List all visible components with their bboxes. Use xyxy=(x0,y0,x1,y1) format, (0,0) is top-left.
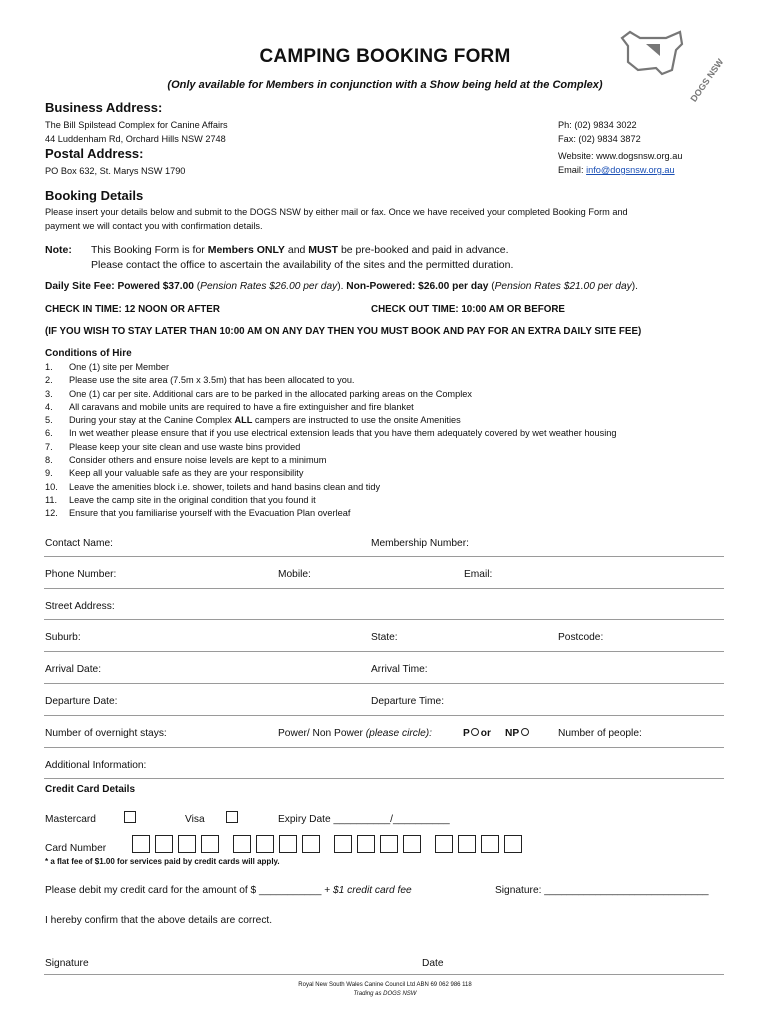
card-digit-box[interactable] xyxy=(380,835,398,853)
credit-card-heading: Credit Card Details xyxy=(45,784,136,795)
mastercard-checkbox[interactable] xyxy=(124,811,136,823)
number-of-people-field[interactable]: Number of people: xyxy=(558,728,642,739)
condition-item: 7. Please keep your site clean and use waste bins provided xyxy=(45,441,301,452)
divider xyxy=(44,619,724,620)
footer-company: Royal New South Wales Canine Council Ltd ABN 69 062 986 118 xyxy=(298,982,472,988)
card-number-label: Card Number xyxy=(45,843,107,854)
footer-trading-as: Trading as DOGS NSW xyxy=(353,991,417,997)
condition-item: 3. One (1) car per site. Additional cars are to be parked in the allocated parking areas on the Complex xyxy=(45,388,472,399)
state-field[interactable]: State: xyxy=(371,632,398,643)
card-digit-box[interactable] xyxy=(233,835,251,853)
arrival-date-field[interactable]: Arrival Date: xyxy=(45,664,102,675)
card-digit-box[interactable] xyxy=(357,835,375,853)
confirmation-text: I hereby confirm that the above details are correct. xyxy=(45,915,273,926)
business-address-heading: Business Address: xyxy=(45,100,163,115)
business-address-line1: The Bill Spilstead Complex for Canine Affairs xyxy=(45,120,228,130)
logo-text: DOGS NSW xyxy=(688,56,726,104)
email-link[interactable]: info@dogsnsw.org.au xyxy=(586,165,675,175)
condition-item: 1. One (1) site per Member xyxy=(45,362,170,372)
conditions-heading: Conditions of Hire xyxy=(45,348,132,359)
fax-text: Fax: (02) 9834 3872 xyxy=(558,134,641,144)
signature-line-field[interactable]: Signature: _____________________________ xyxy=(495,885,709,896)
card-digit-box[interactable] xyxy=(403,835,421,853)
divider xyxy=(44,683,724,684)
phone-number-field[interactable]: Phone Number: xyxy=(45,569,117,580)
card-digit-box[interactable] xyxy=(155,835,173,853)
daily-site-fee: Daily Site Fee: Powered $37.00 (Pension Rates $26.00 per day). Non-Powered: $26.00 per day (Pension Rates $21.00 per day). xyxy=(45,281,638,292)
card-digit-box[interactable] xyxy=(504,835,522,853)
note-line2: Please contact the office to ascertain the availability of the sites and the permitted duration. xyxy=(91,259,514,271)
expiry-date-field[interactable]: Expiry Date __________/__________ xyxy=(278,814,450,825)
street-address-field[interactable]: Street Address: xyxy=(45,601,115,612)
card-digit-box[interactable] xyxy=(458,835,476,853)
date-field[interactable]: Date xyxy=(422,958,444,969)
condition-item: 8. Consider others and ensure noise levels are kept to a minimum xyxy=(45,455,327,466)
divider xyxy=(44,556,724,557)
condition-item: 9. Keep all your valuable safe as they are your responsibility xyxy=(45,468,304,479)
mobile-field[interactable]: Mobile: xyxy=(278,569,311,580)
power-option-np[interactable]: NP xyxy=(505,728,529,739)
phone-text: Ph: (02) 9834 3022 xyxy=(558,120,637,130)
suburb-field[interactable]: Suburb: xyxy=(45,632,81,643)
membership-number-field[interactable]: Membership Number: xyxy=(371,538,469,549)
card-digit-box[interactable] xyxy=(435,835,453,853)
visa-checkbox[interactable] xyxy=(226,811,238,823)
card-digit-box[interactable] xyxy=(201,835,219,853)
condition-item: 12. Ensure that you familiarise yourself with the Evacuation Plan overleaf xyxy=(45,508,351,519)
postal-address-heading: Postal Address: xyxy=(45,146,144,161)
card-digit-box[interactable] xyxy=(178,835,196,853)
power-selection: Power/ Non Power (please circle): xyxy=(278,728,433,739)
debit-amount-field[interactable]: Please debit my credit card for the amount of $ ___________ + $1 credit card fee xyxy=(45,885,412,896)
stay-later-notice: (IF YOU WISH TO STAY LATER THAN 10:00 AM ON ANY DAY THEN YOU MUST BOOK AND PAY FOR AN EXTRA DAILY SITE FEE) xyxy=(45,326,642,337)
website-text: Website: www.dogsnsw.org.au xyxy=(558,151,683,161)
booking-intro-line1: Please insert your details below and submit to the DOGS NSW by either mail or fax. Once we have received your completed Booking Form and xyxy=(45,207,628,217)
arrival-time-field[interactable]: Arrival Time: xyxy=(371,664,428,675)
condition-item: 5. During your stay at the Canine Complex ALL campers are instructed to use the onsite Amenities xyxy=(45,415,461,426)
divider xyxy=(44,588,724,589)
booking-intro-line2: payment we will contact you with confirmation details. xyxy=(45,221,263,231)
note-label: Note: xyxy=(45,244,72,256)
divider xyxy=(44,778,724,779)
card-digit-box[interactable] xyxy=(279,835,297,853)
check-in-time: CHECK IN TIME: 12 NOON OR AFTER xyxy=(45,304,220,315)
conditions-list xyxy=(45,361,735,521)
email-contact: Email: info@dogsnsw.org.au xyxy=(558,165,675,175)
condition-item: 6. In wet weather please ensure that if you use electrical extension leads that you have them adequately covered by wet weather housing xyxy=(45,428,617,439)
business-address-line2: 44 Luddenham Rd, Orchard Hills NSW 2748 xyxy=(45,134,226,144)
note-line1: This Booking Form is for Members ONLY and MUST be pre-booked and paid in advance. xyxy=(91,244,509,256)
divider xyxy=(44,747,724,748)
condition-item: 4. All caravans and mobile units are required to have a fire extinguisher and fire blanket xyxy=(45,401,414,412)
condition-item: 2. Please use the site area (7.5m x 3.5m) that has been allocated to you. xyxy=(45,375,355,386)
card-digit-box[interactable] xyxy=(334,835,352,853)
condition-item: 11. Leave the camp site in the original condition that you found it xyxy=(45,494,316,505)
card-digit-box[interactable] xyxy=(132,835,150,853)
flat-fee-note: * a flat fee of $1.00 for services paid by credit cards will apply. xyxy=(45,857,280,866)
additional-information-field[interactable]: Additional Information: xyxy=(45,760,147,771)
card-digit-box[interactable] xyxy=(481,835,499,853)
divider xyxy=(44,974,724,975)
radio-circle-icon xyxy=(471,728,479,736)
dogs-nsw-logo xyxy=(616,24,726,104)
card-digit-box[interactable] xyxy=(302,835,320,853)
departure-time-field[interactable]: Departure Time: xyxy=(371,696,445,707)
mastercard-label: Mastercard xyxy=(45,814,96,825)
form-subtitle: (Only available for Members in conjunction with a Show being held at the Complex) xyxy=(167,79,603,91)
power-option-p[interactable]: P or xyxy=(463,728,491,739)
visa-label: Visa xyxy=(185,814,205,825)
check-out-time: CHECK OUT TIME: 10:00 AM OR BEFORE xyxy=(371,304,565,315)
divider xyxy=(44,715,724,716)
departure-date-field[interactable]: Departure Date: xyxy=(45,696,118,707)
radio-circle-icon xyxy=(521,728,529,736)
divider xyxy=(44,651,724,652)
card-digit-box[interactable] xyxy=(256,835,274,853)
signature-field[interactable]: Signature xyxy=(45,958,89,969)
postcode-field[interactable]: Postcode: xyxy=(558,632,604,643)
booking-details-heading: Booking Details xyxy=(45,188,144,203)
condition-item: 10. Leave the amenities block i.e. shower, toilets and hand basins clean and tidy xyxy=(45,481,381,492)
contact-name-field[interactable]: Contact Name: xyxy=(45,538,113,549)
email-field[interactable]: Email: xyxy=(464,569,493,580)
postal-address-line1: PO Box 632, St. Marys NSW 1790 xyxy=(45,166,186,176)
overnight-stays-field[interactable]: Number of overnight stays: xyxy=(45,728,167,739)
form-title: CAMPING BOOKING FORM xyxy=(259,46,511,67)
